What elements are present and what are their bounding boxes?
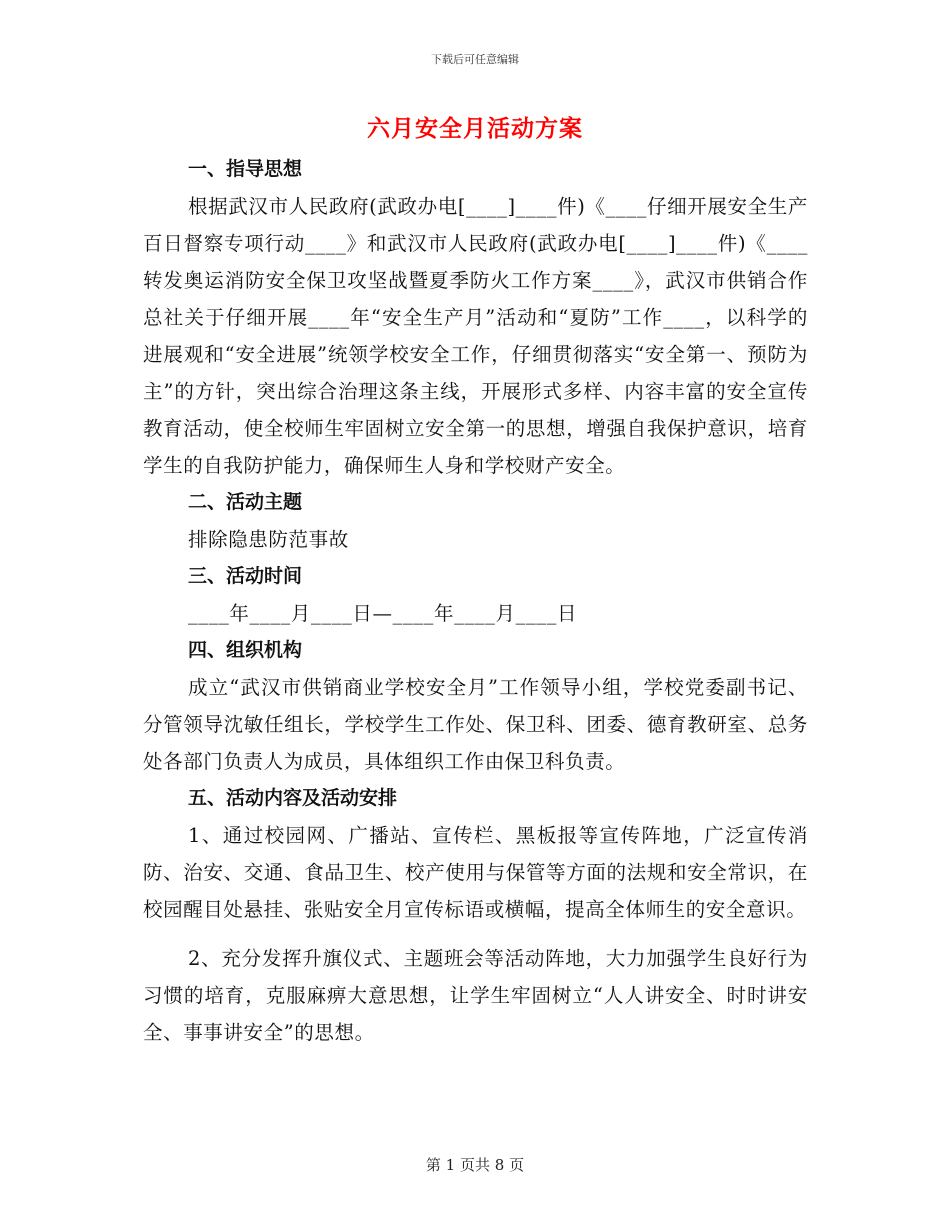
list-item-activity-2: 2、充分发挥升旗仪式、主题班会等活动阵地，大力加强学生良好行为习惯的培育，克服麻痹大意思想，让学生牢固树立“人人讲安全、时时讲安全、事事讲安全”的思想。 [143,947,808,1044]
section-heading-organization: 四、组织机构 [188,639,303,661]
section-body-activity-theme: 排除隐患防范事故 [188,528,349,551]
page-footer: 第 1 页共 8 页 [425,1156,525,1174]
section-heading-activity-theme: 二、活动主题 [188,491,303,513]
page-header: 下载后可任意编辑 [431,53,519,66]
document-body [143,151,808,1051]
section-body-activity-time: ____年____月____日—____年____月____日 [188,602,578,625]
document-title: 六月安全月活动方案 [367,116,583,142]
section-body-guiding-ideology: 根据武汉市人民政府(武政办电[____]____件)《____仔细开展安全生产百日督察专项行动____》和武汉市人民政府(武政办电[____]____件)《____转发奥运消防安全保卫攻坚战暨夏季防火工作方案____》，武汉市供销合作总社关于仔细开展____年“安全生产月”活动和“夏防”工作____，以科学的进展观和“安全进展”统领学校安全工作，仔细贯彻落实“安全第一、预防为主”的方针，突出综合治理这条主线，开展形式多样、内容丰富的安全宣传教育活动，使全校师生牢固树立安全第一的思想，增强自我保护意识，培育学生的自我防护能力，确保师生人身和学校财产安全。 [143,195,808,477]
section-heading-activity-content: 五、活动内容及活动安排 [188,787,398,809]
section-heading-guiding-ideology: 一、指导思想 [188,158,303,180]
list-item-activity-1: 1、通过校园网、广播站、宣传栏、黑板报等宣传阵地，广泛宣传消防、治安、交通、食品卫生、校产使用与保管等方面的法规和安全常识，在校园醒目处悬挂、张贴安全月宣传标语或横幅，提高全体师生的安全意识。 [143,824,808,921]
section-heading-activity-time: 三、活动时间 [188,565,303,587]
section-body-organization: 成立“武汉市供销商业学校安全月”工作领导小组，学校党委副书记、分管领导沈敏任组长，学校学生工作处、保卫科、团委、德育教研室、总务处各部门负责人为成员，具体组织工作由保卫科负责。 [143,676,808,773]
